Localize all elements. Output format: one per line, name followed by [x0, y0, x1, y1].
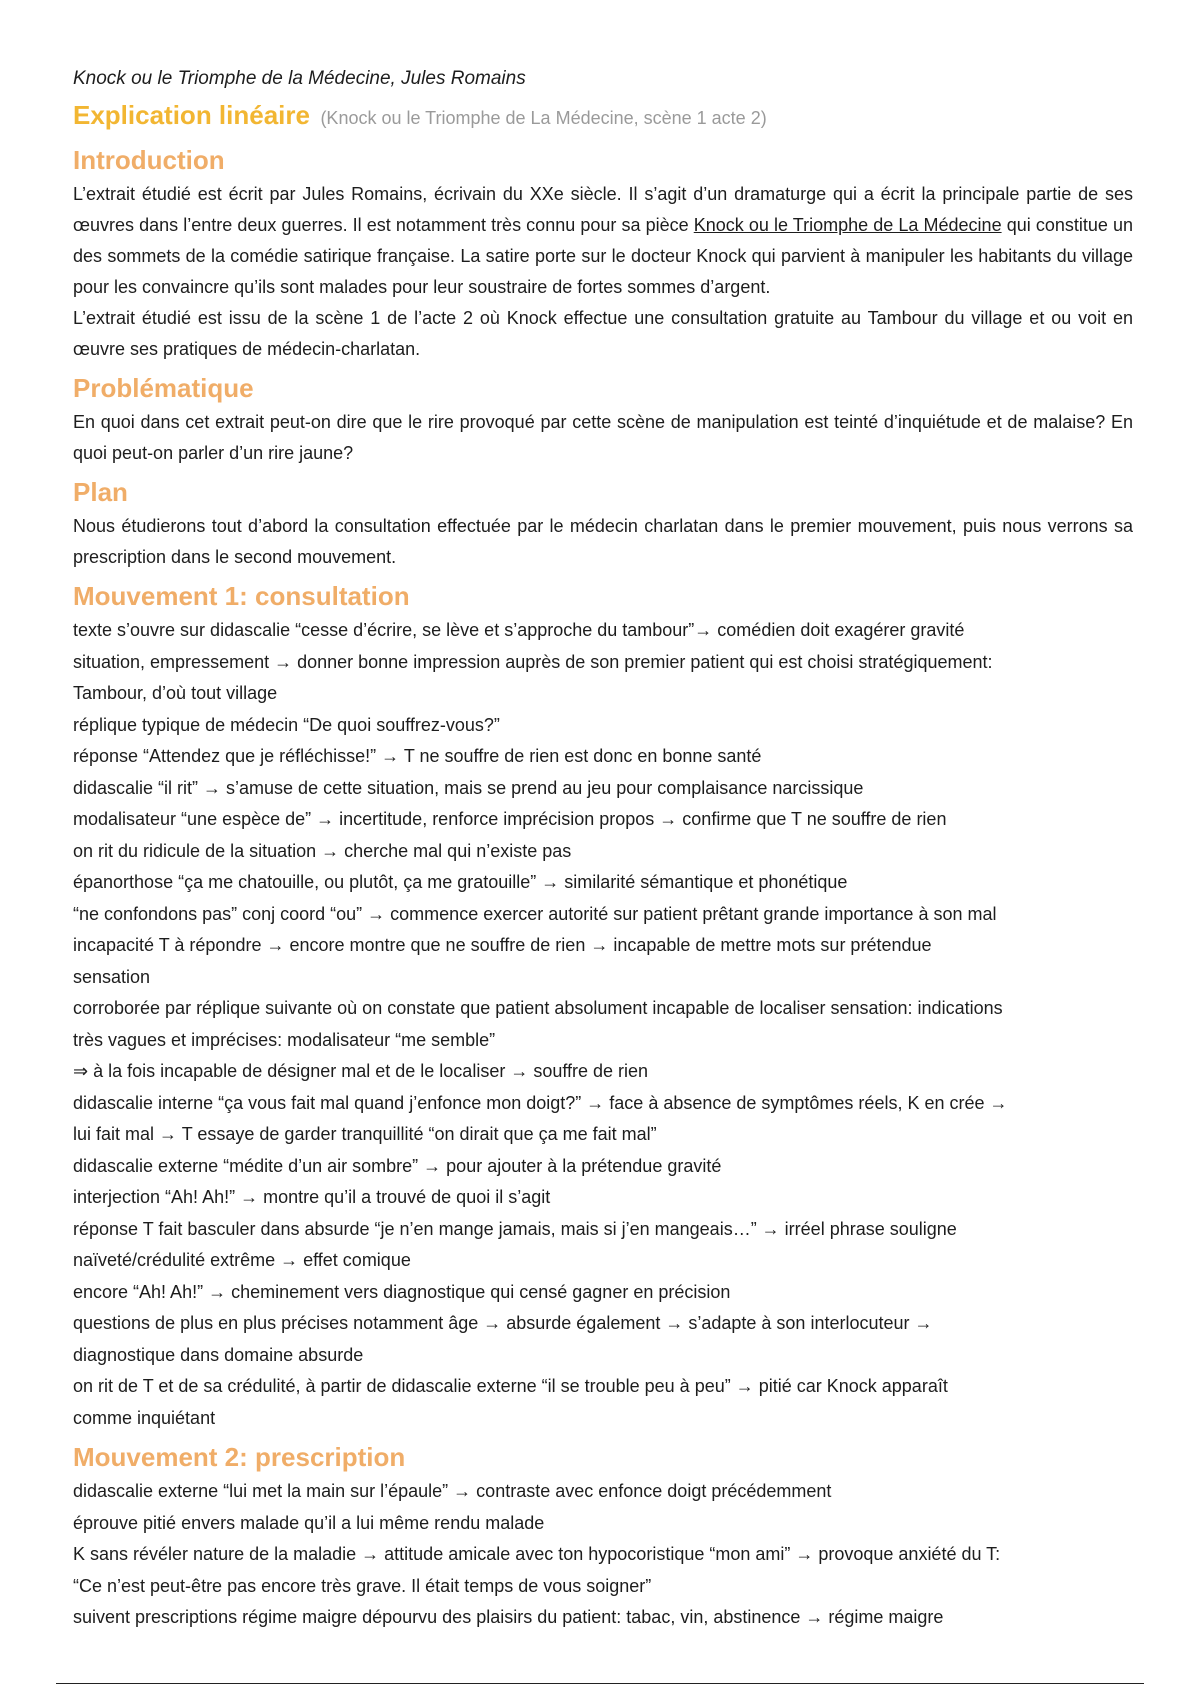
mouvement1-heading: Mouvement 1: consultation — [73, 581, 410, 611]
note-line: suivent prescriptions régime maigre dépourvu des plaisirs du patient: tabac, vin, abstinence → régime maigre — [73, 1607, 944, 1627]
introduction-heading: Introduction — [73, 145, 225, 175]
note-line: réponse “Attendez que je réfléchisse!” → T ne souffre de rien est donc en bonne santé — [73, 746, 762, 766]
intro-p1-after: qui constitue un des sommets de la comédie satirique française. La satire porte sur le docteur Knock qui parvient à manipuler les habitants du village pour les convaincre qu’ils sont malades pour leur soustraire de fortes sommes d’argent. — [73, 215, 1133, 297]
note-line: K sans révéler nature de la maladie → attitude amicale avec ton hypocoristique “mon ami” → provoque anxiété du T: — [73, 1544, 1001, 1564]
note-line: éprouve pitié envers malade qu’il a lui même rendu malade — [73, 1512, 545, 1533]
main-heading-subtitle: (Knock ou le Triomphe de La Médecine, scène 1 acte 2) — [320, 108, 767, 128]
introduction-paragraph-1 — [73, 179, 1133, 303]
mouvement2-heading: Mouvement 2: prescription — [73, 1442, 406, 1472]
note-line: didascalie “il rit” → s’amuse de cette situation, mais se prend au jeu pour complaisance narcissique — [73, 777, 864, 798]
problematique-heading: Problématique — [73, 373, 254, 403]
intro-p1-before: L’extrait étudié est écrit par Jules Romains, écrivain du XXe siècle. Il s’agit d’un dramaturge qui a écrit la principale partie de ses œuvres dans l’entre deux guerres. Il est notamment très connu pour sa pièce — [73, 184, 1133, 235]
note-line: diagnostique dans domaine absurde — [73, 1344, 364, 1365]
main-heading — [73, 98, 1133, 137]
note-line: corroborée par réplique suivante où on constate que patient absolument incapable de localiser sensation: indications — [73, 998, 1003, 1018]
note-line: encore “Ah! Ah!” → cheminement vers diagnostique qui censé gagner en précision — [73, 1281, 731, 1302]
note-line: texte s’ouvre sur didascalie “cesse d’écrire, se lève et s’approche du tambour”→ comédien doit exagérer gravité — [73, 620, 965, 640]
note-line: naïveté/crédulité extrême → effet comique — [73, 1250, 411, 1270]
note-line: questions de plus en plus précises notamment âge → absurde également → s’adapte à son interlocuteur → — [73, 1313, 933, 1333]
note-line: réponse T fait basculer dans absurde “je n’en mange jamais, mais si j’en mangeais…” → irréel phrase souligne — [73, 1218, 957, 1239]
main-heading-text: Explication linéaire — [73, 100, 310, 130]
document-page — [73, 66, 1133, 1634]
plan-heading: Plan — [73, 477, 128, 507]
note-line: “Ce n’est peut-être pas encore très grave. Il était temps de vous soigner” — [73, 1575, 652, 1596]
note-line: épanorthose “ça me chatouille, ou plutôt, ça me gratouille” → similarité sémantique et phonétique — [73, 872, 848, 892]
note-line: didascalie externe “médite d’un air sombre” → pour ajouter à la prétendue gravité — [73, 1155, 722, 1176]
footer-divider — [56, 1683, 1144, 1684]
play-title-underlined: Knock ou le Triomphe de La Médecine — [693, 215, 1002, 235]
introduction-paragraph-2: L’extrait étudié est issu de la scène 1 de l’acte 2 où Knock effectue une consultation gratuite au Tambour du village et ou voit en œuvre ses pratiques de médecin-charlatan. — [73, 308, 1133, 359]
note-line: incapacité T à répondre → encore montre que ne souffre de rien → incapable de mettre mots sur prétendue — [73, 935, 932, 955]
note-line: ⇒ à la fois incapable de désigner mal et de le localiser → souffre de rien — [73, 1061, 649, 1081]
note-line: didascalie externe “lui met la main sur l’épaule” → contraste avec enfonce doigt précédemment — [73, 1481, 832, 1501]
note-line: on rit de T et de sa crédulité, à partir de didascalie externe “il se trouble peu à peu” → pitié car Knock apparaît — [73, 1376, 948, 1396]
note-line: “ne confondons pas” conj coord “ou” → commence exercer autorité sur patient prêtant grande importance à son mal — [73, 903, 997, 924]
note-line: didascalie interne “ça vous fait mal quand j’enfonce mon doigt?” → face à absence de symptômes réels, K en crée → — [73, 1092, 1008, 1113]
document-title: Knock ou le Triomphe de la Médecine, Jules Romains — [73, 68, 526, 89]
note-line: modalisateur “une espèce de” → incertitude, renforce imprécision propos → confirme que T ne souffre de rien — [73, 809, 947, 829]
problematique-text: En quoi dans cet extrait peut-on dire que le rire provoqué par cette scène de manipulation est teinté d’inquiétude et de malaise? En quoi peut-on parler d’un rire jaune? — [73, 412, 1133, 463]
mouvement1-notes — [73, 615, 1133, 1434]
note-line: situation, empressement → donner bonne impression auprès de son premier patient qui est choisi stratégiquement: — [73, 651, 993, 672]
plan-text: Nous étudierons tout d’abord la consultation effectuée par le médecin charlatan dans le premier mouvement, puis nous verrons sa prescription dans le second mouvement. — [73, 516, 1133, 567]
note-line: interjection “Ah! Ah!” → montre qu’il a trouvé de quoi il s’agit — [73, 1187, 551, 1207]
note-line: réplique typique de médecin “De quoi souffrez-vous?” — [73, 714, 500, 735]
note-line: on rit du ridicule de la situation → cherche mal qui n’existe pas — [73, 840, 572, 861]
note-line: sensation — [73, 966, 151, 987]
note-line: Tambour, d’où tout village — [73, 683, 278, 703]
note-line: très vagues et imprécises: modalisateur “me semble” — [73, 1029, 496, 1050]
note-line: comme inquiétant — [73, 1407, 216, 1428]
note-line: lui fait mal → T essaye de garder tranquillité “on dirait que ça me fait mal” — [73, 1124, 657, 1144]
mouvement2-notes — [73, 1476, 1133, 1634]
